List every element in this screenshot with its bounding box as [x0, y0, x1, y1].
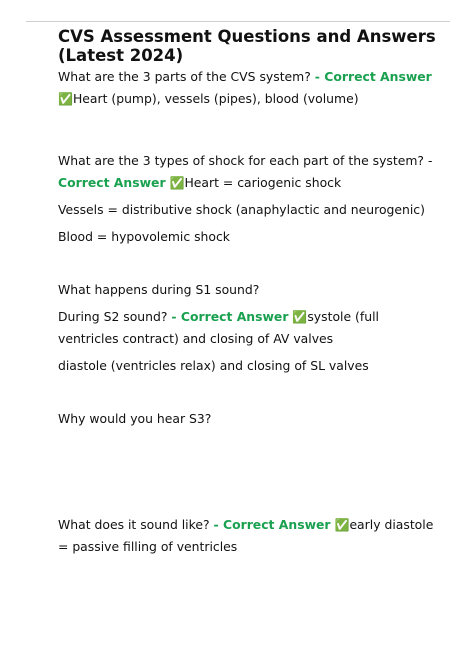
- check-icon: ✅: [58, 92, 73, 106]
- qa-item-5: [58, 408, 438, 430]
- question-text: What does it sound like?: [58, 517, 210, 532]
- qa-item-4: [58, 306, 438, 350]
- answer-continuation: Blood = hypovolemic shock: [58, 229, 230, 244]
- check-icon: ✅: [334, 518, 350, 532]
- correct-answer-label: - Correct Answer: [213, 517, 331, 532]
- correct-answer-label: Correct Answer: [58, 175, 166, 190]
- qa-item-3: [58, 279, 438, 301]
- correct-answer-label: - Correct Answer: [171, 309, 289, 324]
- qa-item-6: [58, 514, 438, 558]
- question-text: What happens during S1 sound?: [58, 282, 260, 297]
- answer-text: systole (full ventricles contract) and closing of AV valves: [58, 309, 379, 346]
- top-divider: [26, 21, 450, 22]
- qa-item-2: [58, 150, 438, 194]
- answer-continuation: diastole (ventricles relax) and closing of SL valves: [58, 358, 369, 373]
- document-body: [58, 27, 438, 558]
- correct-answer-label: - Correct Answer: [314, 69, 432, 84]
- document-title: CVS Assessment Questions and Answers (Latest 2024): [58, 27, 436, 65]
- answer-text: early diastole = passive filling of ventricles: [58, 517, 434, 554]
- answer-continuation: Vessels = distributive shock (anaphylactic and neurogenic): [58, 202, 425, 217]
- check-icon: ✅: [169, 176, 185, 190]
- question-text: Why would you hear S3?: [58, 411, 212, 426]
- answer-text: Heart (pump), vessels (pipes), blood (volume): [72, 91, 359, 106]
- check-icon: ✅: [292, 310, 308, 324]
- question-text: What are the 3 types of shock for each part of the system? -: [58, 153, 433, 168]
- question-text: What are the 3 parts of the CVS system?: [58, 69, 311, 84]
- question-text: During S2 sound?: [58, 309, 168, 324]
- answer-text: Heart = cariogenic shock: [184, 175, 342, 190]
- qa-item-1: [58, 66, 438, 110]
